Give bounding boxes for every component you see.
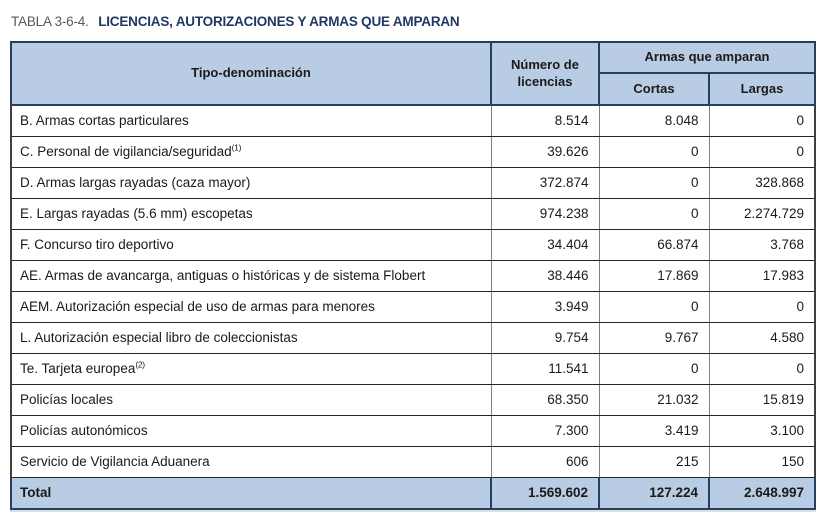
row-label: L. Autorización especial libro de coleccionistas [20, 330, 298, 345]
cell-cortas: 8.048 [599, 105, 709, 136]
cell-largas: 3.100 [709, 415, 815, 446]
total-cortas: 127.224 [599, 477, 709, 509]
table-row [11, 291, 815, 322]
row-label: D. Armas largas rayadas (caza mayor) [20, 175, 251, 190]
row-label: Policías locales [20, 392, 114, 407]
table-row [11, 229, 815, 260]
cell-licencias: 68.350 [491, 384, 599, 415]
table-row [11, 198, 815, 229]
table-row [11, 446, 815, 477]
cell-cortas: 0 [599, 353, 709, 384]
cell-largas: 0 [709, 105, 815, 136]
cell-cortas: 0 [599, 198, 709, 229]
cell-largas: 150 [709, 446, 815, 477]
total-row [11, 477, 815, 509]
row-label: AEM. Autorización especial de uso de armas para menores [20, 299, 375, 314]
cell-cortas: 0 [599, 291, 709, 322]
licencias-table [10, 41, 816, 510]
cell-cortas: 21.032 [599, 384, 709, 415]
table-row [11, 260, 815, 291]
table-title-text: LICENCIAS, AUTORIZACIONES Y ARMAS QUE AMPARAN [98, 14, 460, 29]
cell-cortas: 0 [599, 136, 709, 167]
cell-largas: 328.868 [709, 167, 815, 198]
header-largas: Largas [709, 73, 815, 105]
cell-licencias: 9.754 [491, 322, 599, 353]
cell-largas: 4.580 [709, 322, 815, 353]
cell-licencias: 606 [491, 446, 599, 477]
header-tipo-denominacion: Tipo-denominación [11, 42, 491, 105]
row-label: B. Armas cortas particulares [20, 113, 189, 129]
header-cortas: Cortas [599, 73, 709, 105]
row-label: Servicio de Vigilancia Aduanera [20, 454, 210, 469]
row-label: Policías autonómicos [20, 423, 148, 438]
footnote-marker: (2) [135, 359, 145, 370]
cell-cortas: 215 [599, 446, 709, 477]
cell-cortas: 17.869 [599, 260, 709, 291]
cell-licencias: 8.514 [491, 105, 599, 136]
table-row [11, 353, 815, 384]
cell-licencias: 34.404 [491, 229, 599, 260]
cell-largas: 15.819 [709, 384, 815, 415]
cell-licencias: 7.300 [491, 415, 599, 446]
cell-licencias: 3.949 [491, 291, 599, 322]
cell-licencias: 38.446 [491, 260, 599, 291]
row-label: C. Personal de vigilancia/seguridad [20, 144, 232, 159]
row-label: Te. Tarjeta europea [20, 361, 136, 376]
total-label: Total [11, 477, 491, 509]
cell-licencias: 39.626 [491, 136, 599, 167]
table-row [11, 136, 815, 167]
table-row [11, 415, 815, 446]
cell-cortas: 0 [599, 167, 709, 198]
header-armas-que-amparan: Armas que amparan [599, 42, 815, 73]
row-label: AE. Armas de avancarga, antiguas o históricas y de sistema Flobert [20, 268, 426, 283]
total-largas: 2.648.997 [709, 477, 815, 509]
cell-largas: 0 [709, 136, 815, 167]
cell-largas: 0 [709, 353, 815, 384]
footnote-marker: (1) [231, 142, 242, 153]
total-licencias: 1.569.602 [491, 477, 599, 509]
row-label: E. Largas rayadas (5.6 mm) escopetas [20, 206, 253, 221]
table-number-label: TABLA 3-6-4. [11, 14, 89, 29]
table-row [11, 322, 815, 353]
cell-licencias: 974.238 [491, 198, 599, 229]
row-label: F. Concurso tiro deportivo [20, 237, 174, 252]
cell-largas: 2.274.729 [709, 198, 815, 229]
cell-cortas: 66.874 [599, 229, 709, 260]
cell-licencias: 11.541 [491, 353, 599, 384]
table-row [11, 384, 815, 415]
cell-largas: 3.768 [709, 229, 815, 260]
table-row [11, 105, 815, 136]
cell-largas: 17.983 [709, 260, 815, 291]
cell-licencias: 372.874 [491, 167, 599, 198]
cell-cortas: 9.767 [599, 322, 709, 353]
cell-cortas: 3.419 [599, 415, 709, 446]
cell-largas: 0 [709, 291, 815, 322]
header-numero-licencias: Número de licencias [491, 42, 599, 105]
table-row [11, 167, 815, 198]
table-title [11, 14, 814, 29]
